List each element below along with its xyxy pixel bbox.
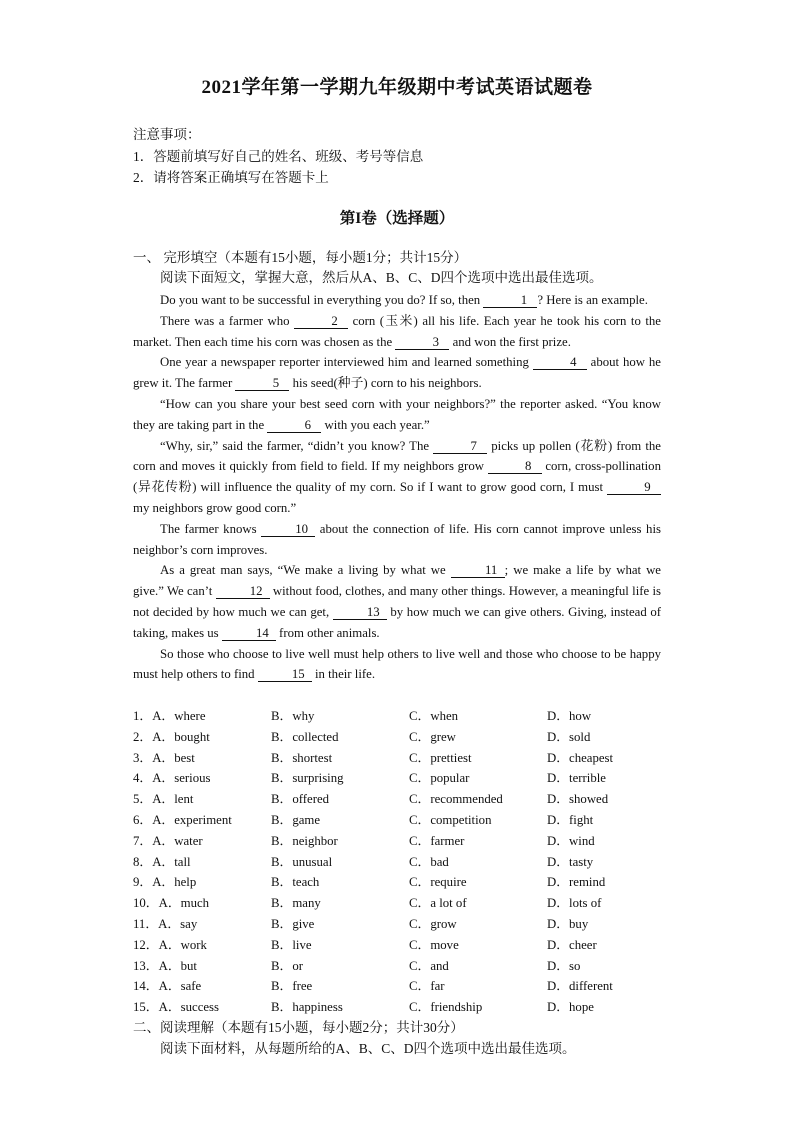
cloze-blank: 7 [433, 439, 487, 454]
part1-instruction: 阅读下面短文，掌握大意，然后从A、B、C、D四个选项中选出最佳选项。 [160, 270, 603, 285]
passage-text: my neighbors grow good corn.” [133, 500, 297, 515]
cloze-blank: 4 [533, 355, 587, 370]
option-a: 3．A．best [133, 750, 195, 765]
passage-text: with you each year.” [321, 417, 430, 432]
option-row [133, 956, 673, 977]
cloze-blank: 8 [488, 459, 542, 474]
option-d: D．so [547, 958, 581, 973]
option-b: B．shortest [271, 750, 333, 765]
notes-block [133, 124, 423, 189]
option-a: 9．A．help [133, 875, 197, 890]
cloze-blank: 15 [258, 667, 312, 682]
option-a: 15．A．success [133, 1000, 220, 1015]
passage-paragraph [133, 644, 661, 686]
part1-heading: 一、 完形填空（本题有15小题，每小题1分；共计15分） [133, 250, 468, 265]
passage-text: One year a newspaper reporter interviewed him and learned something [160, 355, 533, 370]
option-c: C．far [409, 979, 445, 994]
notes-heading: 注意事项： [133, 127, 201, 142]
option-a: 4．A．serious [133, 771, 211, 786]
passage-text: As a great man says, “We make a living by what we [160, 563, 451, 578]
option-c: C．competition [409, 812, 492, 827]
section-title: 第I卷（选择题） [339, 210, 455, 227]
option-d: D．tasty [547, 854, 594, 869]
option-b: B．or [271, 958, 303, 973]
passage-text: about the connection of life. His corn cannot improve unless his neighbor’s corn improves. [133, 521, 661, 557]
passage-text: and won the first prize. [449, 334, 571, 349]
option-b: B．collected [271, 729, 339, 744]
option-b: B．many [271, 896, 321, 911]
option-b: B．why [271, 709, 315, 723]
option-row [133, 914, 673, 935]
passage-paragraph [133, 352, 661, 394]
option-c: C．farmer [409, 833, 465, 848]
option-d: D．sold [547, 729, 591, 744]
option-b: B．surprising [271, 771, 344, 786]
option-a: 13．A．but [133, 958, 197, 973]
option-d: D．showed [547, 792, 609, 807]
option-d: D．wind [547, 833, 595, 848]
part1-header [133, 248, 603, 288]
part2-header [133, 1017, 576, 1059]
cloze-blank: 2 [294, 314, 348, 329]
option-d: D．different [547, 979, 613, 994]
passage-text: So those who choose to live well must help others to live well and those who choose to be happy must help others to find [133, 646, 661, 682]
passage-text: “How can you share your best seed corn with your neighbors?” the reporter asked. “You know they are taking part in the [133, 396, 661, 432]
option-row [133, 852, 673, 873]
option-row [133, 727, 673, 748]
option-b: B．give [271, 916, 315, 931]
passage-text: without food, clothes, and many other things. However, a meaningful life is not decided by how much we can get, [133, 584, 662, 619]
cloze-blank: 11 [451, 563, 505, 578]
option-c: C．when [409, 709, 459, 723]
passage-text: his seed(种子) corn to his neighbors. [289, 376, 482, 391]
option-c: C．require [409, 875, 467, 890]
cloze-blank: 1 [483, 293, 537, 308]
option-d: D．buy [547, 916, 589, 931]
option-b: B．teach [271, 875, 320, 890]
option-row [133, 831, 673, 852]
option-row [133, 997, 673, 1018]
option-b: B．offered [271, 792, 330, 807]
cloze-blank: 9 [607, 480, 661, 495]
cloze-blank: 14 [222, 626, 276, 641]
option-a: 1．A．where [133, 709, 206, 723]
cloze-blank: 13 [333, 605, 387, 620]
part2-heading: 二、阅读理解（本题有15小题，每小题2分；共计30分） [133, 1020, 464, 1035]
part2-instruction: 阅读下面材料，从每题所给的A、B、C、D四个选项中选出最佳选项。 [160, 1041, 576, 1056]
option-c: C．friendship [409, 1000, 483, 1015]
cloze-blank: 6 [267, 418, 321, 433]
passage-paragraph [133, 519, 661, 561]
passage-text: There was a farmer who [160, 313, 295, 328]
passage-text: in their life. [311, 667, 376, 682]
option-a: 5．A．lent [133, 792, 194, 807]
option-row [133, 872, 673, 893]
passage-text: about how he grew it. The farmer [133, 355, 661, 391]
option-row [133, 748, 673, 769]
cloze-blank: 12 [216, 584, 270, 599]
option-a: 11．A．say [133, 916, 198, 931]
option-d: D．cheer [547, 937, 597, 952]
option-d: D．fight [547, 812, 594, 827]
option-d: D．how [547, 709, 592, 723]
passage-text: corn, cross-pollination (异花传粉) will influence the quality of my corn. So if I want to grow good corn, I must [133, 459, 661, 495]
option-c: C．grow [409, 916, 457, 931]
option-b: B．live [271, 937, 312, 952]
option-c: C．and [409, 958, 449, 973]
cloze-blank: 5 [235, 376, 289, 391]
option-c: C．recommended [409, 792, 503, 807]
cloze-blank: 10 [261, 522, 315, 537]
option-d: D．terrible [547, 771, 606, 786]
option-a: 7．A．water [133, 833, 203, 848]
exam-title: 2021学年第一学期九年级期中考试英语试题卷 [201, 77, 593, 98]
option-b: B．unusual [271, 854, 333, 869]
passage-text: ; we make a life by what we give.” We can’t [133, 563, 661, 599]
passage-paragraph [133, 290, 661, 311]
notes-item: 2．请将答案正确填写在答题卡上 [133, 170, 329, 185]
option-a: 10．A．much [133, 896, 210, 911]
option-c: C．grew [409, 729, 456, 744]
cloze-passage [133, 290, 661, 685]
passage-paragraph [133, 394, 661, 436]
option-a: 2．A．bought [133, 729, 210, 744]
option-a: 8．A．tall [133, 854, 191, 869]
option-a: 14．A．safe [133, 979, 202, 994]
passage-text: from other animals. [275, 625, 380, 640]
cloze-blank: 3 [395, 335, 449, 350]
notes-item: 1．答题前填写好自己的姓名、班级、考号等信息 [133, 148, 424, 164]
passage-text: “Why, sir,” said the farmer, “didn’t you know? The [160, 438, 434, 453]
option-d: D．cheapest [547, 750, 614, 765]
passage-text: The farmer knows [160, 521, 262, 536]
passage-text: by how much we can give others. Giving, instead of taking, makes us [133, 604, 661, 640]
passage-text: picks up pollen (花粉) from the corn and moves it quickly from field to field. If my neighbors grow [133, 438, 661, 474]
option-c: C．prettiest [409, 750, 472, 765]
option-a: 12．A．work [133, 937, 207, 952]
option-d: D．lots of [547, 896, 602, 911]
option-row [133, 976, 673, 997]
option-d: D．remind [547, 875, 606, 890]
option-c: C．bad [409, 854, 449, 869]
option-row [133, 706, 673, 727]
option-a: 6．A．experiment [133, 812, 232, 827]
options-list [133, 706, 673, 1018]
option-b: B．neighbor [271, 833, 338, 848]
option-c: C．a lot of [409, 896, 467, 911]
passage-text: corn (玉米) all his life. Each year he took his corn to the market. Then each time his corn was chosen as the [133, 313, 661, 349]
passage-paragraph [133, 436, 661, 519]
option-row [133, 935, 673, 956]
option-c: C．popular [409, 771, 470, 786]
option-row [133, 768, 673, 789]
option-d: D．hope [547, 1000, 594, 1015]
option-b: B．happiness [271, 1000, 343, 1015]
option-row [133, 789, 673, 810]
passage-text: ? Here is an example. [537, 293, 648, 307]
option-row [133, 893, 673, 914]
option-row [133, 810, 673, 831]
option-c: C．move [409, 937, 459, 952]
passage-text: Do you want to be successful in everything you do? If so, then [160, 293, 484, 307]
passage-paragraph [133, 560, 661, 643]
option-b: B．free [271, 979, 313, 994]
option-b: B．game [271, 812, 321, 827]
passage-paragraph [133, 311, 661, 353]
